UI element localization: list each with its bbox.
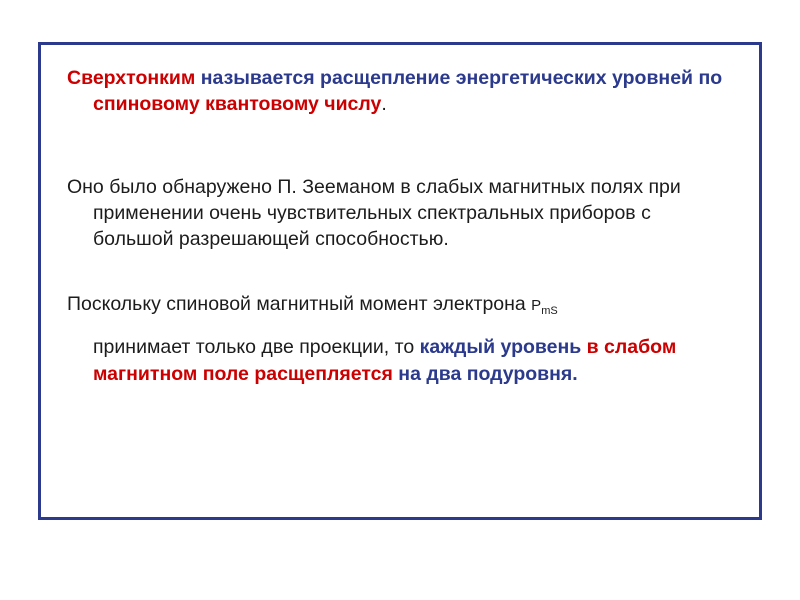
spacer-1 bbox=[67, 118, 733, 174]
paragraph-spin-moment bbox=[67, 291, 733, 319]
splitting-text-blue-2: на два подуровня. bbox=[398, 362, 578, 385]
splitting-text-blue-1: каждый уровень bbox=[419, 336, 582, 359]
spacer-3 bbox=[67, 318, 733, 334]
symbol-subscript: mS bbox=[541, 304, 558, 317]
term-superfine: Сверхтонким bbox=[67, 67, 196, 89]
slide-frame bbox=[38, 42, 762, 520]
paragraph-splitting bbox=[67, 334, 733, 387]
symbol-magnetic-moment bbox=[531, 296, 558, 317]
paragraph-discovery: Оно было обнаружено П. Зееманом в слабых магнитных полях при применении очень чувствительных спектральных приборов с большой разрешающей способностью. bbox=[67, 175, 681, 251]
definition-text-blue: называется расщепление энергетических уровней по bbox=[195, 67, 723, 89]
spacer-2 bbox=[67, 253, 733, 291]
spin-moment-text: Поскольку спиновой магнитный момент электрона bbox=[67, 292, 532, 315]
splitting-text-red: в слабом магнитном поле расщепляется bbox=[93, 336, 677, 385]
paragraph-definition bbox=[67, 65, 733, 118]
definition-text-red: спиновому квантовому числу bbox=[93, 93, 382, 116]
splitting-text-plain: принимает только две проекции, то bbox=[93, 336, 420, 359]
symbol-base: P bbox=[531, 296, 542, 314]
slide-content bbox=[41, 45, 759, 387]
definition-period: . bbox=[381, 93, 387, 116]
